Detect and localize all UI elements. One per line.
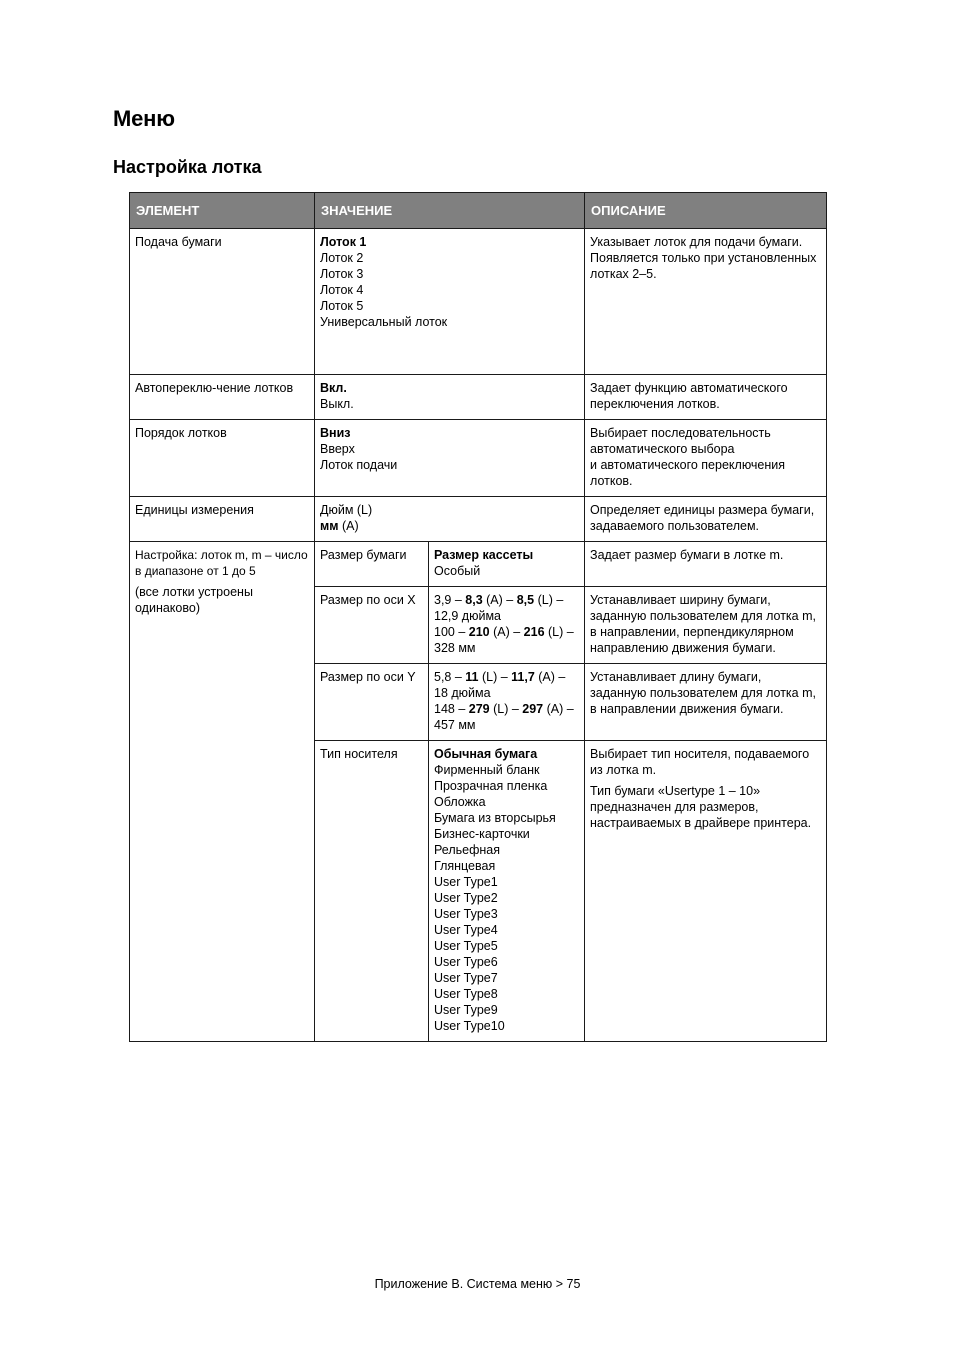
value-option: Дюйм (L) xyxy=(320,503,373,517)
description-cell: Определяет единицы размера бумаги, задаваемого пользователем. xyxy=(585,497,827,542)
value-cell xyxy=(315,375,585,420)
value-option: User Type1 xyxy=(434,875,498,889)
element-label: Настройка: лоток m, m – число в диапазоне от 1 до 5 xyxy=(135,548,308,578)
value-option: User Type8 xyxy=(434,987,498,1001)
description-cell: Задает размер бумаги в лотке m. xyxy=(585,542,827,587)
range-default: 297 xyxy=(522,702,544,716)
element-cell: Порядок лотков xyxy=(130,420,315,497)
range-text: (L) – xyxy=(489,702,523,716)
description-cell: Задает функцию автоматического переключения лотков. xyxy=(585,375,827,420)
value-option: User Type10 xyxy=(434,1019,505,1033)
element-cell: Подача бумаги xyxy=(130,229,315,375)
value-cell xyxy=(429,664,585,741)
range-default: 8,3 xyxy=(465,593,483,607)
range-text: (A) – 457 мм xyxy=(434,702,574,732)
range-mm xyxy=(434,701,579,733)
table-row xyxy=(130,375,827,420)
description-line: и автоматического переключения лотков. xyxy=(590,458,786,488)
value-cell xyxy=(429,587,585,664)
value-option: Универсальный лоток xyxy=(320,315,448,329)
value-option: Бизнес-карточки xyxy=(434,827,530,841)
description-cell: Указывает лоток для подачи бумаги. Появляется только при установленных лотках 2–5. xyxy=(585,229,827,375)
description-note: Тип бумаги «Usertype 1 – 10» предназначен для размеров, настраиваемых в драйвере принтера. xyxy=(590,784,812,830)
range-text: (A) – xyxy=(489,625,524,639)
value-option: Прозрачная пленка xyxy=(434,779,548,793)
table-row xyxy=(130,542,827,587)
value-option: User Type3 xyxy=(434,907,498,921)
range-text: 3,9 – xyxy=(434,593,466,607)
range-default: 11 xyxy=(465,670,479,684)
value-option-default: Лоток 1 xyxy=(320,235,367,249)
value-option: Бумага из вторсырья xyxy=(434,811,556,825)
value-option-default-line xyxy=(320,518,579,534)
element-cell xyxy=(130,542,315,1042)
value-cell xyxy=(429,741,585,1042)
description-cell: Устанавливает длину бумаги, заданную пользователем для лотка m, в направлении движения бумаги. xyxy=(585,664,827,741)
value-option-default: мм xyxy=(320,519,339,533)
element-cell: Единицы измерения xyxy=(130,497,315,542)
range-text: (L) – 12,9 дюйма xyxy=(434,593,564,623)
description-cell xyxy=(585,741,827,1042)
value-cell xyxy=(315,229,585,375)
value-option: User Type4 xyxy=(434,923,498,937)
range-default: 11,7 xyxy=(511,670,535,684)
sub-element-cell: Размер по оси X xyxy=(315,587,429,664)
value-option: User Type9 xyxy=(434,1003,498,1017)
table-row xyxy=(130,229,827,375)
value-option-suffix: (A) xyxy=(341,519,359,533)
range-text: (L) – xyxy=(478,670,512,684)
value-option: Лоток 2 xyxy=(320,251,364,265)
description-cell: Устанавливает ширину бумаги, заданную пользователем для лотка m, в направлении, перпендикулярном направлению движения бумаги. xyxy=(585,587,827,664)
range-default: 279 xyxy=(468,702,490,716)
value-option: Глянцевая xyxy=(434,859,496,873)
range-default: 8,5 xyxy=(516,593,535,607)
value-option: Лоток 5 xyxy=(320,299,364,313)
range-inch xyxy=(434,669,579,701)
header-description: ОПИСАНИЕ xyxy=(585,193,827,229)
value-option: Лоток 3 xyxy=(320,267,364,281)
sub-element-cell: Размер по оси Y xyxy=(315,664,429,741)
range-text: (L) – 328 мм xyxy=(434,625,574,655)
value-cell xyxy=(315,420,585,497)
value-cell xyxy=(315,497,585,542)
range-text: 148 – xyxy=(434,702,469,716)
description-text: Выбирает тип носителя, подаваемого из лотка m. xyxy=(590,747,810,777)
range-text: (A) – xyxy=(482,593,517,607)
value-option: Выкл. xyxy=(320,397,354,411)
range-mm xyxy=(434,624,579,656)
range-default: 216 xyxy=(523,625,545,639)
value-option-default: Обычная бумага xyxy=(434,747,538,761)
value-option: Лоток 4 xyxy=(320,283,364,297)
range-inch xyxy=(434,592,579,624)
value-option-default: Вкл. xyxy=(320,381,347,395)
value-option-default: Размер кассеты xyxy=(434,548,534,562)
range-text: 5,8 – xyxy=(434,670,466,684)
range-text: (A) – 18 дюйма xyxy=(434,670,566,700)
description-cell xyxy=(585,420,827,497)
value-option: Вверх xyxy=(320,442,355,456)
table-row xyxy=(130,420,827,497)
table-header-row xyxy=(130,193,827,229)
description-line: Выбирает последовательность автоматического выбора xyxy=(590,426,771,456)
tray-settings-table xyxy=(129,192,827,1042)
value-cell xyxy=(429,542,585,587)
page-footer: Приложение В. Система меню > 75 xyxy=(374,1277,581,1291)
sub-element-cell: Тип носителя xyxy=(315,741,429,1042)
range-default: 210 xyxy=(468,625,490,639)
sub-element-cell: Размер бумаги xyxy=(315,542,429,587)
section-title: Настройка лотка xyxy=(113,157,262,177)
value-option: User Type5 xyxy=(434,939,498,953)
header-element: ЭЛЕМЕНТ xyxy=(130,193,315,229)
value-option: Обложка xyxy=(434,795,486,809)
header-value: ЗНАЧЕНИЕ xyxy=(315,193,585,229)
table-row xyxy=(130,497,827,542)
value-option: User Type7 xyxy=(434,971,498,985)
value-option: User Type2 xyxy=(434,891,498,905)
value-option: Рельефная xyxy=(434,843,500,857)
element-note: (все лотки устроены одинаково) xyxy=(135,585,253,615)
value-option: User Type6 xyxy=(434,955,498,969)
value-option: Лоток подачи xyxy=(320,458,398,472)
value-option: Фирменный бланк xyxy=(434,763,540,777)
range-text: 100 – xyxy=(434,625,469,639)
value-option: Особый xyxy=(434,564,481,578)
page-title: Меню xyxy=(113,106,175,131)
value-option-default: Вниз xyxy=(320,426,351,440)
element-cell: Автопереклю-чение лотков xyxy=(130,375,315,420)
